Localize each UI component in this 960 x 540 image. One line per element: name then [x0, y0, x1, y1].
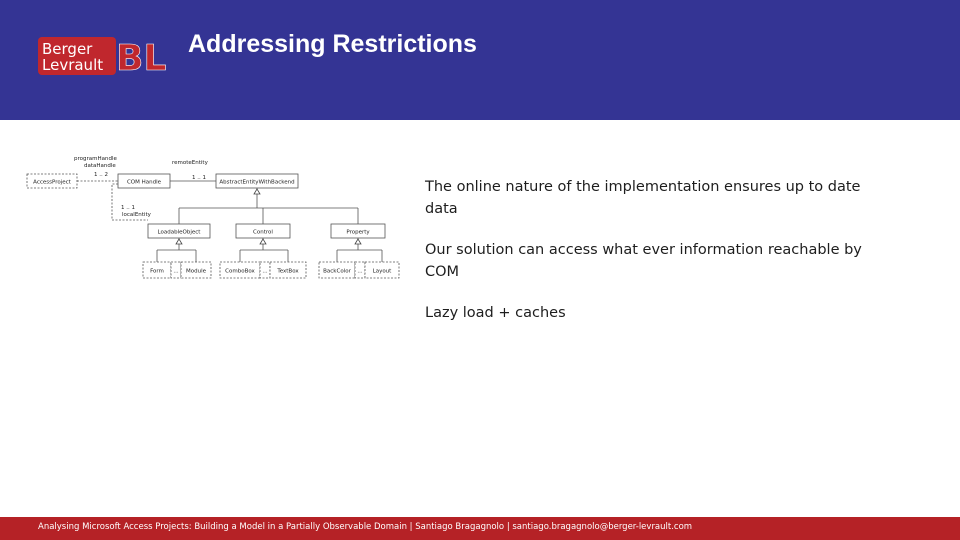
bullet-item: Our solution can access what ever information reachable by COM [425, 242, 862, 280]
label-local-entity: localEntity [122, 212, 151, 218]
node-dots-1: ... [173, 268, 179, 275]
bullet-item: The online nature of the implementation ensures up to date data [425, 179, 861, 217]
footer-bar [0, 517, 960, 540]
header-bar [0, 0, 960, 120]
node-control: Control [253, 229, 273, 236]
node-loadable-object: LoadableObject [157, 229, 201, 236]
berger-levrault-logo [36, 34, 167, 79]
node-layout: Layout [372, 268, 392, 275]
label-data-handle: dataHandle [84, 163, 116, 169]
logo-mark: BL [116, 38, 167, 79]
node-textbox: TextBox [277, 268, 299, 275]
node-dots-2: ... [262, 268, 268, 275]
node-dots-3: ... [357, 268, 363, 275]
label-mult-a: 1 .. 2 [94, 172, 108, 178]
node-form: Form [150, 268, 164, 275]
node-abstract-entity: AbstractEntityWithBackend [219, 179, 295, 186]
uml-diagram [22, 150, 412, 285]
node-combobox: ComboBox [225, 268, 255, 275]
label-program-handle: programHandle [74, 156, 117, 162]
bullet-item: Lazy load + caches [425, 305, 566, 321]
node-com-handle: COM Handle [126, 179, 162, 186]
node-property: Property [346, 229, 370, 236]
bullet-list [425, 176, 880, 343]
node-module: Module [186, 268, 206, 275]
node-access-project: AccessProject [33, 179, 71, 186]
logo-line2: Levrault [42, 56, 104, 74]
page-title: Addressing Restrictions [188, 30, 477, 58]
label-mult-c: 1 .. 1 [121, 205, 135, 211]
label-mult-b: 1 .. 1 [192, 175, 206, 181]
logo-line1: Berger [42, 40, 93, 58]
node-backcolor: BackColor [323, 268, 351, 275]
label-remote-entity: remoteEntity [172, 160, 208, 166]
footer-text: Analysing Microsoft Access Projects: Building a Model in a Partially Observable Domain | Santiago Bragagnolo | santiago.bragagnolo@berger-levrault.com [38, 522, 693, 532]
